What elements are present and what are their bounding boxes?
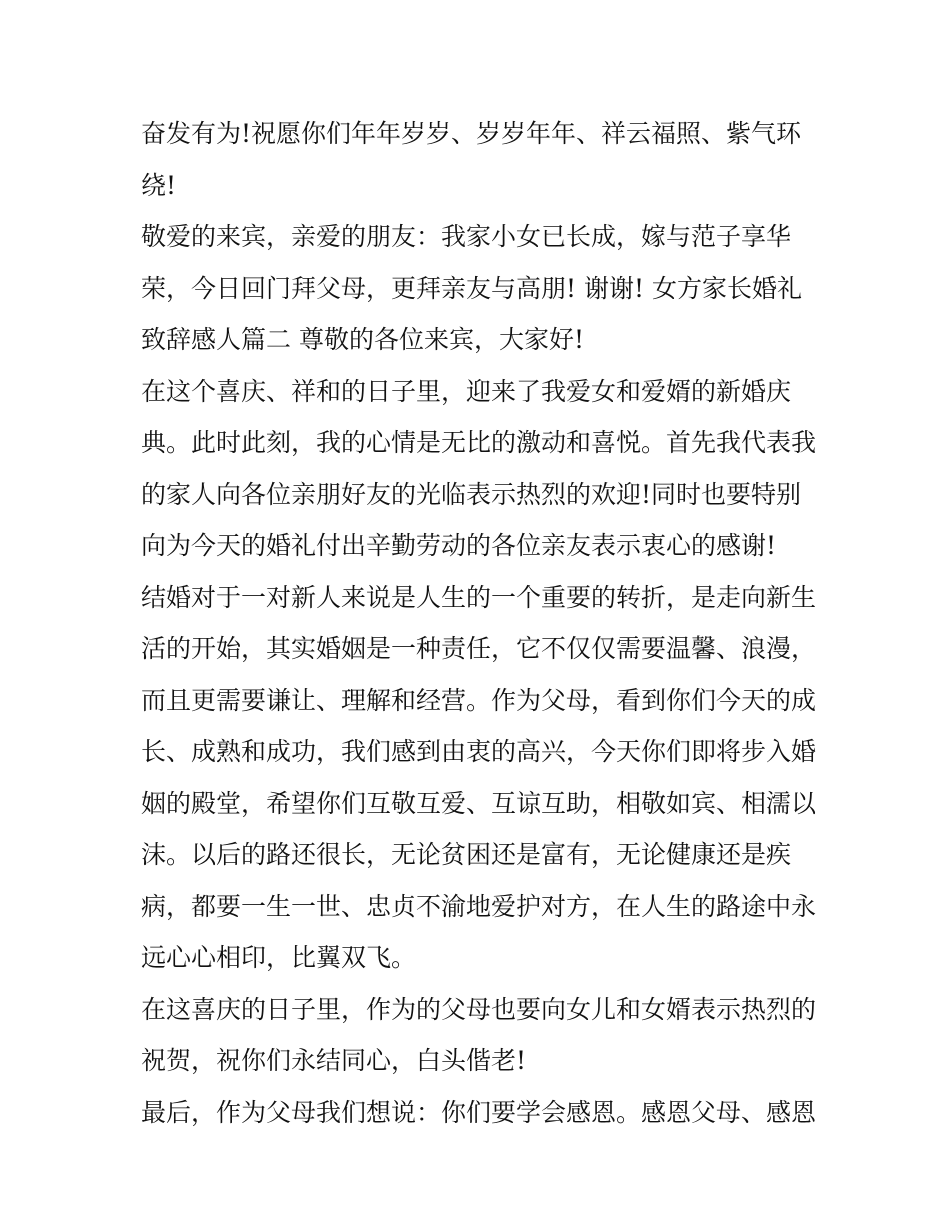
text-line: 在这个喜庆、祥和的日子里，迎来了我爱女和爱婿的新婚庆 bbox=[141, 376, 792, 406]
text-line: 最后，作为父母我们想说：你们要学会感恩。感恩父母、感恩 bbox=[141, 1097, 817, 1127]
text-line: 远心心相印，比翼双飞。 bbox=[141, 943, 417, 972]
text-line: 祝贺，祝你们永结同心，白头偕老! bbox=[141, 1046, 527, 1075]
text-line: 致辞感人篇二 尊敬的各位来宾，大家好! bbox=[141, 325, 584, 354]
text-line: 绕! bbox=[141, 170, 177, 200]
text-line: 在这喜庆的日子里，作为的父母也要向女儿和女婿表示热烈的 bbox=[141, 994, 817, 1024]
text-line: 奋发有为!祝愿你们年年岁岁、岁岁年年、祥云福照、紫气环 bbox=[141, 119, 802, 148]
text-line: 而且更需要谦让、理解和经营。作为父母，看到你们今天的成 bbox=[141, 685, 817, 715]
document-body-text bbox=[141, 108, 821, 1138]
text-line: 姻的殿堂，希望你们互敬互爱、互谅互助，相敬如宾、相濡以 bbox=[141, 788, 817, 818]
text-line: 沫。以后的路还很长，无论贫困还是富有，无论健康还是疾 bbox=[141, 840, 792, 869]
text-line: 病，都要一生一世、忠贞不渝地爱护对方，在人生的路途中永 bbox=[141, 891, 817, 921]
text-line: 敬爱的来宾，亲爱的朋友：我家小女已长成，嫁与范子享华 bbox=[141, 222, 792, 251]
text-line: 典。此时此刻，我的心情是无比的激动和喜悦。首先我代表我 bbox=[141, 428, 817, 457]
text-line: 向为今天的婚礼付出辛勤劳动的各位亲友表示衷心的感谢! bbox=[141, 531, 777, 560]
text-line: 的家人向各位亲朋好友的光临表示热烈的欢迎!同时也要特别 bbox=[141, 479, 802, 509]
text-line: 活的开始，其实婚姻是一种责任，它不仅仅需要温馨、浪漫， bbox=[141, 634, 817, 663]
text-line: 荣，今日回门拜父母，更拜亲友与高朋! 谢谢! 女方家长婚礼 bbox=[141, 273, 802, 303]
text-line: 长、成熟和成功，我们感到由衷的高兴，今天你们即将步入婚 bbox=[141, 737, 817, 766]
text-line: 结婚对于一对新人来说是人生的一个重要的转折，是走向新生 bbox=[141, 582, 817, 612]
